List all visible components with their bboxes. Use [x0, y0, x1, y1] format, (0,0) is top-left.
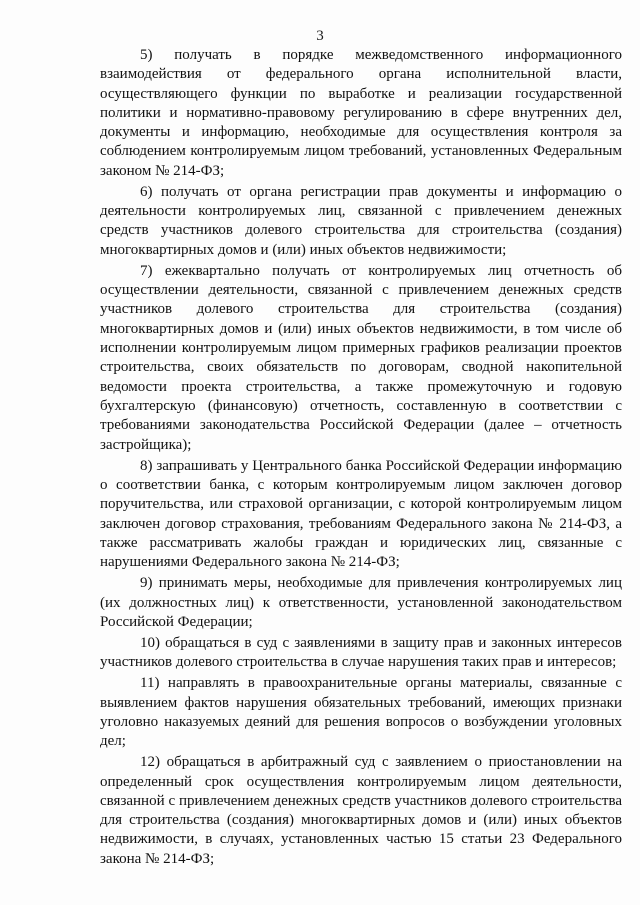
- paragraph-item-6: 6) получать от органа регистрации прав документы и информацию о деятельности контролируемых лиц, связанной с привлечением денежных средств участников долевого строительства для строительства (создания) многоквартирных домов и (или) иных объектов недвижимости;: [100, 183, 622, 258]
- paragraph-item-12: 12) обращаться в арбитражный суд с заявлением о приостановлении на определенный срок осуществления контролируемым лицом деятельности, связанной с привлечением денежных средств участников долевого строительства для строительства (создания) многоквартирных домов и (или) иных объектов недвижимости, в случаях, установленных частью 15 статьи 23 Федерального закона № 214-ФЗ;: [100, 754, 622, 867]
- page-number: 3: [316, 28, 324, 44]
- paragraph-item-7: 7) ежеквартально получать от контролируемых лиц отчетность об осуществлении деятельности, связанной с привлечением денежных средств участников долевого строительства для строительства (создания) многоквартирных домов и (или) иных объектов недвижимости, в том числе об исполнении контролируемым лицом примерных графиков реализации проектов строительства, своих обязательств по договорам, сводной накопительной ведомости проекта строительства, а также промежуточную и годовую бухгалтерскую (финансовую) отчетность, составленную в соответствии с требованиями законодательства Российской Федерации (далее – отчетность застройщика);: [100, 262, 622, 453]
- document-body: [100, 46, 622, 871]
- paragraph-item-8: 8) запрашивать у Центрального банка Российской Федерации информацию о соответствии банка, с которым контролируемым лицом заключен договор поручительства, или страховой организации, с которой контролируемым лицом заключен договор страхования, требованиям Федерального закона № 214-ФЗ, а также рассматривать жалобы граждан и юридических лиц, связанные с нарушениями Федерального закона № 214-ФЗ;: [100, 457, 622, 571]
- paragraph-item-11: 11) направлять в правоохранительные органы материалы, связанные с выявлением фактов нарушения обязательных требований, имеющих признаки уголовно наказуемых деяний для решения вопросов о возбуждении уголовных дел;: [100, 675, 622, 750]
- paragraph-item-10: 10) обращаться в суд с заявлениями в защиту прав и законных интересов участников долевого строительства в случае нарушения таких прав и интересов;: [100, 634, 622, 671]
- paragraph-item-5: 5) получать в порядке межведомственного информационного взаимодействия от федерального органа исполнительной власти, осуществляющего функции по выработке и реализации государственной политики и нормативно-правовому регулированию в сфере внутренних дел, документы и информацию, необходимые для осуществления контроля за соблюдением контролируемым лицом требований, установленных Федеральным законом № 214-ФЗ;: [100, 47, 622, 179]
- paragraph-item-9: 9) принимать меры, необходимые для привлечения контролируемых лиц (их должностных лиц) к ответственности, установленной законодательством Российской Федерации;: [100, 575, 622, 630]
